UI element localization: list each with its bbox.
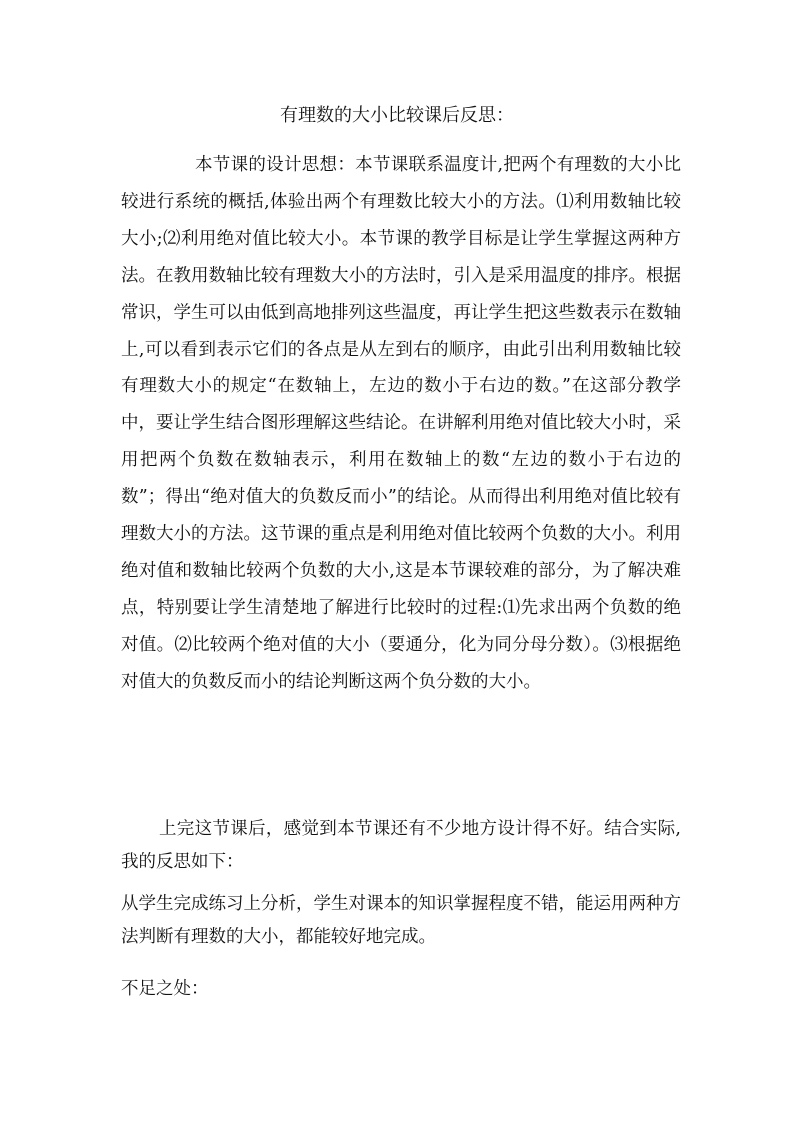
paragraph-reflection-intro: 上完这节课后，感觉到本节课还有不少地方设计得不好。结合实际,我的反思如下： bbox=[121, 819, 681, 872]
paragraph-design-idea: 本节课的设计思想：本节课联系温度计,把两个有理数的大小比较进行系统的概括,体验出两个有理数比较大小的方法。⑴利用数轴比较大小;⑵利用绝对值比较大小。本节课的教学目标是让学生掌握这两种方法。在教用数轴比较有理数大小的方法时，引入是采用温度的排序。根据常识，学生可以由低到高地排列这些温度，再让学生把这些数表示在数轴上,可以看到表示它们的各点是从左到右的顺序，由此引出利用数轴比较有理数大小的规定“在数轴上，左边的数小于右边的数。”在这部分教学中，要让学生结合图形理解这些结论。在讲解利用绝对值比较大小时，采用把两个负数在数轴表示，利用在数轴上的数“左边的数小于右边的数”；得出“绝对值大的负数反而小”的结论。从而得出利用绝对值比较有理数大小的方法。这节课的重点是利用绝对值比较两个负数的大小。利用绝对值和数轴比较两个负数的大小,这是本节课较难的部分，为了解决难点，特别要让学生清楚地了解进行比较时的过程:⑴先求出两个负数的绝对值。⑵比较两个绝对值的大小（要通分，化为同分母分数）。⑶根据绝对值大的负数反而小的结论判断这两个负分数的大小。 bbox=[121, 155, 681, 692]
paragraph-shortcomings: 不足之处： bbox=[121, 979, 209, 999]
document-title: 有理数的大小比较课后反思： bbox=[280, 105, 514, 126]
paragraph-practice-analysis: 从学生完成练习上分析，学生对课本的知识掌握程度不错，能运用两种方法判断有理数的大小，都能较好地完成。 bbox=[121, 894, 681, 947]
